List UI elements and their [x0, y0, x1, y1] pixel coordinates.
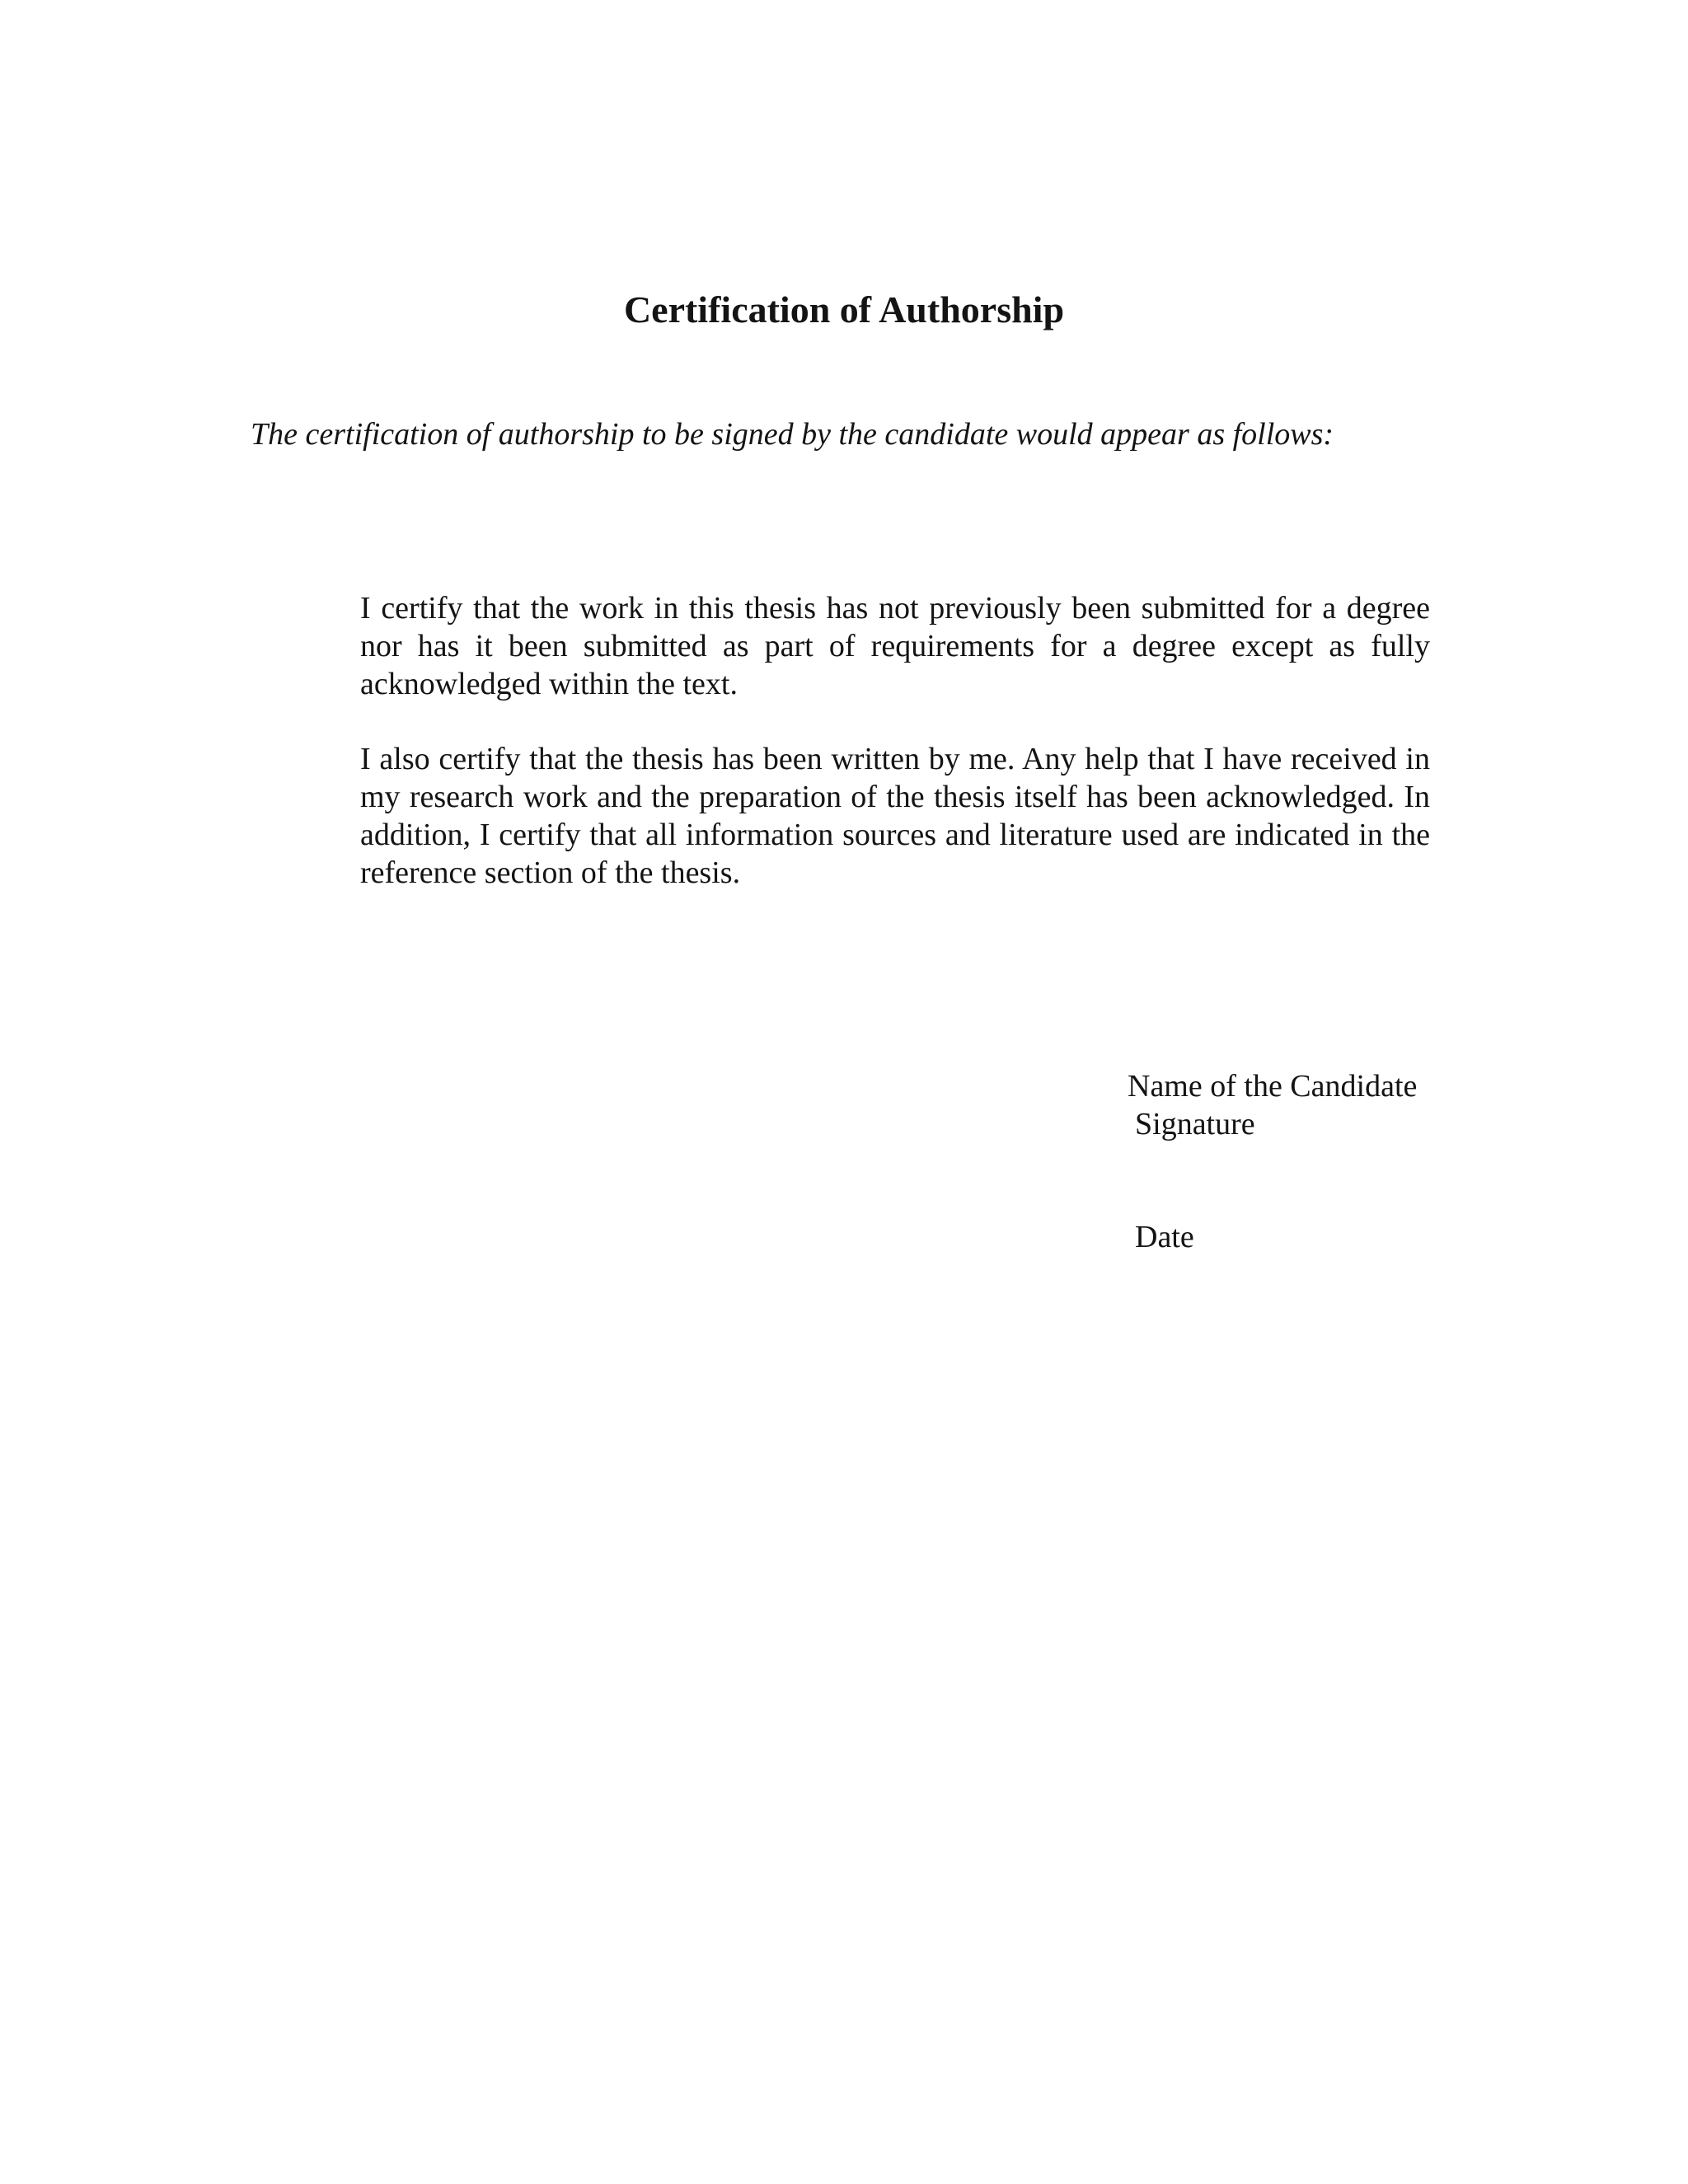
date-label: Date [1135, 1220, 1194, 1254]
candidate-name-label: Name of the Candidate [1128, 1069, 1418, 1104]
certification-paragraph-2: I also certify that the thesis has been written by me. Any help that I have received in my research work and the preparation of the thesis itself has been acknowledged. In addition, I certify that all information sources and literature used are indicated in the reference section of the thesis. [360, 742, 1430, 890]
page-title: Certification of Authorship [623, 288, 1065, 330]
intro-text: The certification of authorship to be signed by the candidate would appear as follows: [251, 417, 1334, 452]
signature-label: Signature [1135, 1107, 1255, 1141]
certification-paragraph-1: I certify that the work in this thesis has not previously been submitted for a degree nor has it been submitted as part of requirements for a degree except as fully acknowledged within the text. [360, 591, 1430, 701]
